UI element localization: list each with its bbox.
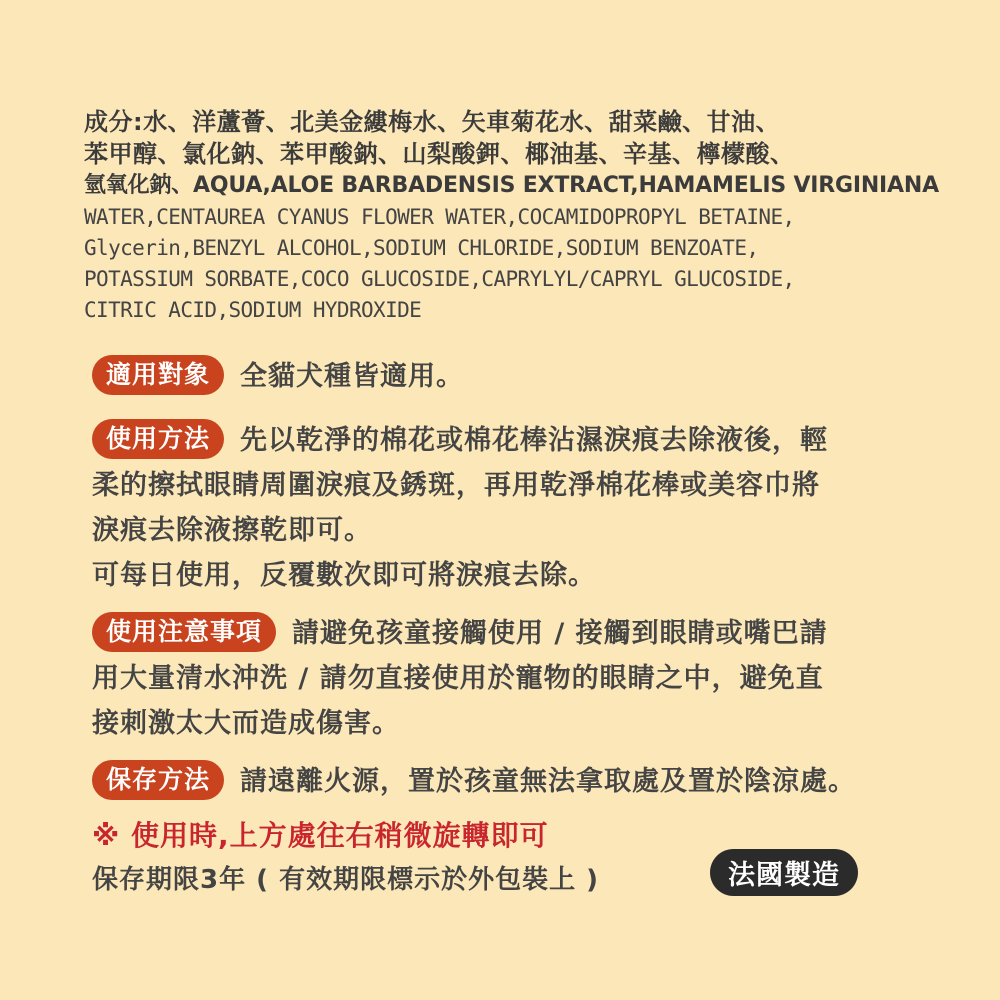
shelf-life: 保存期限3年 ( 有效期限標示於外包裝上 ) [92,865,600,895]
storage-section [92,759,932,804]
precautions-section [92,611,932,746]
product-info-panel [68,96,938,916]
usage-section [92,418,932,598]
usage-tag: 使用方法 [92,419,224,459]
usage-line: 先以乾淨的棉花或棉花棒沾濕淚痕去除液後，輕 [240,425,829,456]
applicable-tag: 適用對象 [92,355,224,395]
precautions-line: 請避免孩童接觸使用 / 接觸到眼睛或嘴巴請 [292,618,828,649]
storage-tag: 保存方法 [92,760,224,800]
ingredients-line: 苯甲醇、氯化鈉、苯甲酸鈉、山梨酸鉀、椰油基、辛基、檸檬酸、 [84,140,795,168]
ingredients-line: 氫氧化鈉、AQUA,ALOE BARBADENSIS EXTRACT,HAMAMELIS VIRGINIANA [84,173,939,198]
precautions-line: 用大量清水沖洗 / 請勿直接使用於寵物的眼睛之中，避免直 [92,663,824,694]
ingredients-line: 成分:水、洋蘆薈、北美金縷梅水、矢車菊花水、甜菜鹼、甘油、 [84,108,781,136]
precautions-line: 接刺激太大而造成傷害。 [92,708,400,739]
storage-text: 請遠離火源，置於孩童無法拿取處及置於陰涼處。 [240,766,857,797]
ingredients-zh [84,106,939,202]
ingredients-en [84,202,934,326]
usage-line: 可每日使用，反覆數次即可將淚痕去除。 [92,560,596,591]
applicable-text: 全貓犬種皆適用。 [240,361,465,392]
made-in-badge: 法國製造 [710,849,858,896]
precautions-tag: 使用注意事項 [92,612,276,652]
ingredients-en-line: POTASSIUM SORBATE,COCO GLUCOSIDE,CAPRYLYL/CAPRYL GLUCOSIDE, [84,267,795,291]
ingredients-en-line: CITRIC ACID,SODIUM HYDROXIDE [84,298,422,322]
usage-line: 淚痕去除液擦乾即可。 [92,515,372,546]
applicable-section [92,354,932,399]
usage-notice: ※ 使用時,上方處往右稍微旋轉即可 [92,819,549,852]
ingredients-en-line: WATER,CENTAUREA CYANUS FLOWER WATER,COCAMIDOPROPYL BETAINE, [84,205,795,229]
ingredients-en-line: Glycerin,BENZYL ALCOHOL,SODIUM CHLORIDE,SODIUM BENZOATE, [84,236,759,260]
usage-line: 柔的擦拭眼睛周圍淚痕及銹斑，再用乾淨棉花棒或美容巾將 [92,470,820,501]
